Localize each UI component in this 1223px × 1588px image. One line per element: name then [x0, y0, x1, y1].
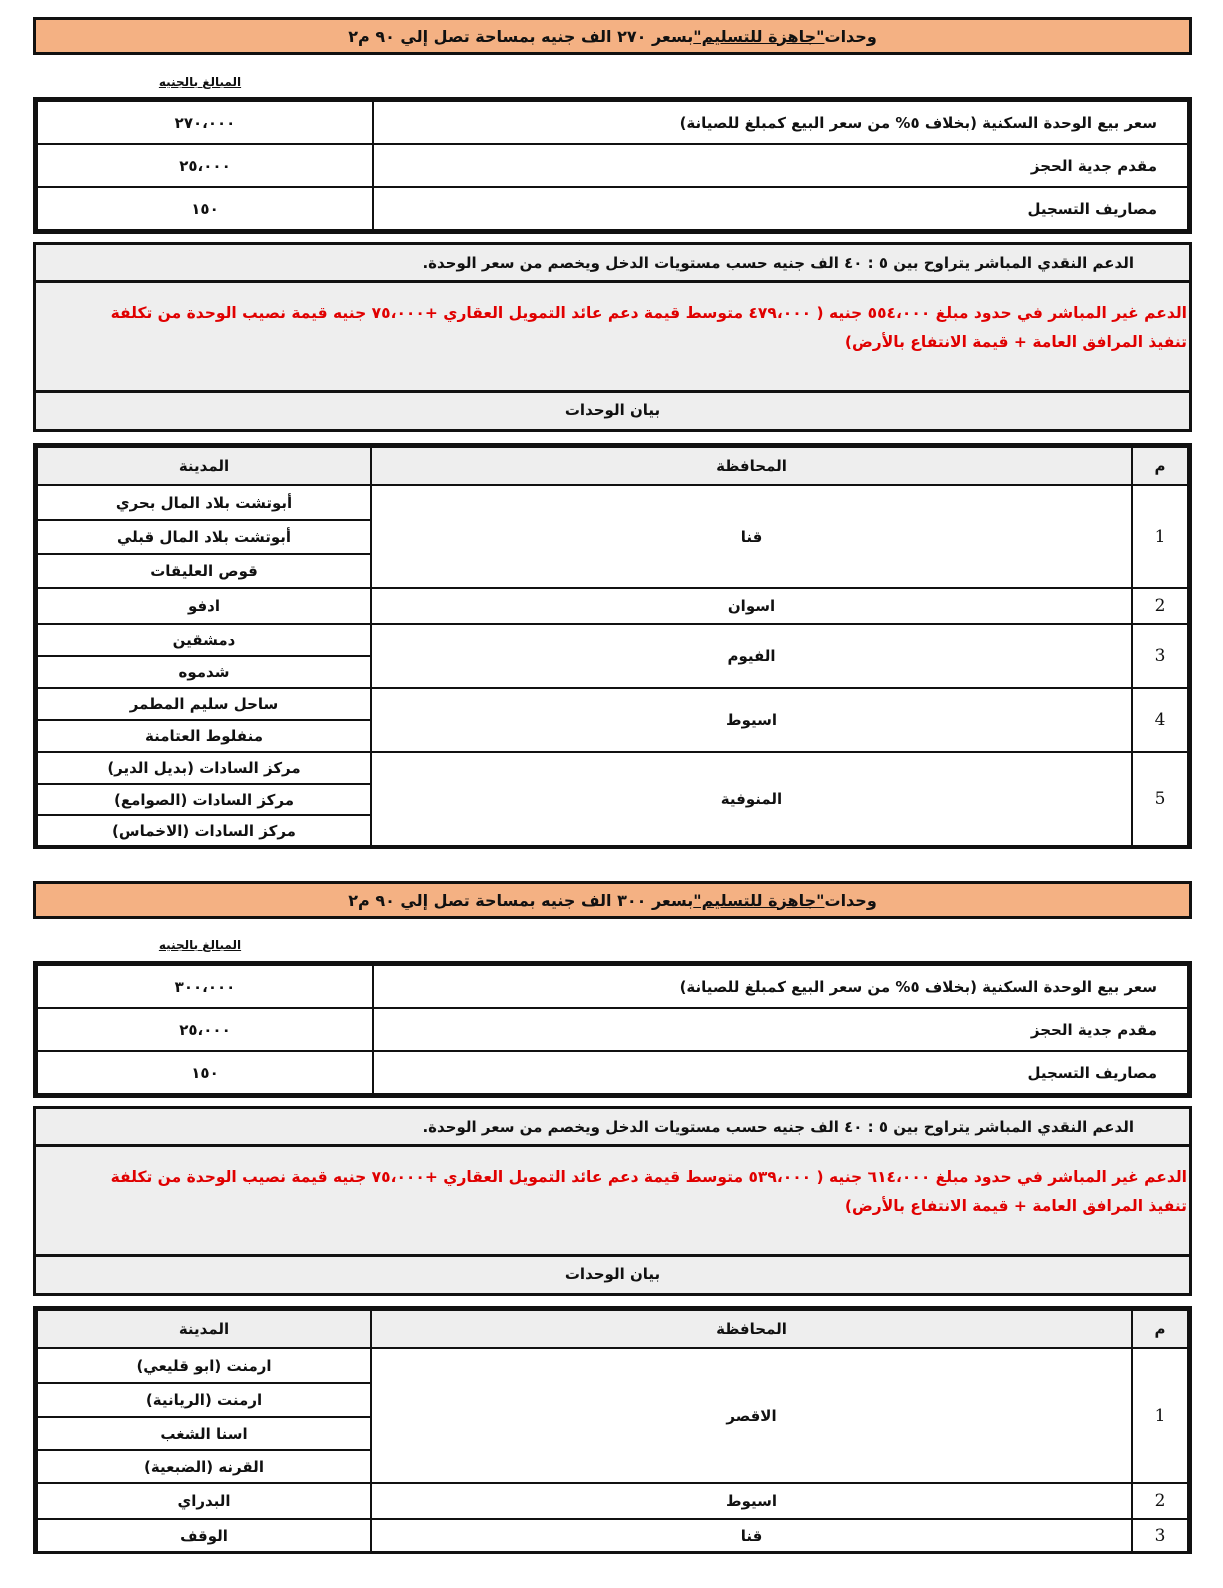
- price-label: مقدم جدية الحجز: [373, 144, 1188, 187]
- price-row: [37, 144, 1188, 187]
- units-title: بيان الوحدات: [564, 1265, 661, 1283]
- city-cell: أبوتشت بلاد المال قبلي: [37, 520, 371, 554]
- price-row: [37, 187, 1188, 230]
- title-suffix: بسعر ٣٠٠ الف جنيه بمساحة تصل إلي ٩٠ م٢: [348, 890, 694, 910]
- city-cell: مركز السادات (الصوامع): [37, 784, 371, 815]
- header-num: م: [1132, 1310, 1188, 1348]
- price-value: ١٥٠: [37, 187, 373, 230]
- price-label: سعر بيع الوحدة السكنية (بخلاف ٥% من سعر البيع كمبلغ للصيانة): [373, 101, 1188, 144]
- price-label: سعر بيع الوحدة السكنية (بخلاف ٥% من سعر البيع كمبلغ للصيانة): [373, 965, 1188, 1008]
- table-row: [37, 485, 1188, 520]
- price-value: ٢٧٠،٠٠٠: [37, 101, 373, 144]
- title-suffix: بسعر ٢٧٠ الف جنيه بمساحة تصل إلي ٩٠ م٢: [348, 26, 694, 46]
- price-row: [37, 965, 1188, 1008]
- price-label: مصاريف التسجيل: [373, 187, 1188, 230]
- city-cell: ارمنت (ابو قليعي): [37, 1348, 371, 1383]
- indirect-support-text: الدعم غير المباشر في حدود مبلغ ٥٥٤،٠٠٠ جنيه ( ٤٧٩،٠٠٠ متوسط قيمة دعم عائد التمويل العقاري +٧٥،٠٠٠ جنيه قيمة نصيب الوحدة من تكلفة تنفيذ المرافق العامة + قيمة الانتفاع بالأرض): [36, 283, 1189, 393]
- city-cell: أبوتشت بلاد المال بحري: [37, 485, 371, 520]
- price-value: ٢٥،٠٠٠: [37, 144, 373, 187]
- header-city: المدينة: [37, 1310, 371, 1348]
- header-gov: المحافظة: [371, 1310, 1132, 1348]
- units-table: [33, 1306, 1192, 1554]
- table-row: [37, 1519, 1188, 1552]
- gov-cell: قنا: [371, 1519, 1132, 1552]
- section-title: [33, 881, 1192, 919]
- currency-note: المبالغ بالجنيه: [158, 75, 242, 89]
- section-title: [33, 17, 1192, 55]
- title-prefix: وحدات: [824, 890, 877, 910]
- city-cell: قوص العليقات: [37, 554, 371, 588]
- price-table: [33, 97, 1192, 234]
- city-cell: الوقف: [37, 1519, 371, 1552]
- row-num: 3: [1132, 1519, 1188, 1552]
- city-cell: اسنا الشغب: [37, 1417, 371, 1450]
- row-num: 2: [1132, 1483, 1188, 1519]
- row-num: 2: [1132, 588, 1188, 624]
- table-row: [37, 624, 1188, 656]
- indirect-support-text: الدعم غير المباشر في حدود مبلغ ٦١٤،٠٠٠ جنيه ( ٥٣٩،٠٠٠ متوسط قيمة دعم عائد التمويل العقاري +٧٥،٠٠٠ جنيه قيمة نصيب الوحدة من تكلفة تنفيذ المرافق العامة + قيمة الانتفاع بالأرض): [36, 1147, 1189, 1257]
- table-row: [37, 752, 1188, 784]
- city-cell: ادفو: [37, 588, 371, 624]
- price-value: ٣٠٠،٠٠٠: [37, 965, 373, 1008]
- support-box: [33, 1106, 1192, 1296]
- units-title: بيان الوحدات: [564, 401, 661, 419]
- gov-cell: اسوان: [371, 588, 1132, 624]
- price-label: مصاريف التسجيل: [373, 1051, 1188, 1094]
- header-gov: المحافظة: [371, 447, 1132, 485]
- price-row: [37, 101, 1188, 144]
- direct-support-text: الدعم النقدي المباشر يتراوح بين ٥ : ٤٠ الف جنيه حسب مستويات الدخل ويخصم من سعر الوحدة.: [36, 245, 1189, 283]
- gov-cell: اسيوط: [371, 1483, 1132, 1519]
- city-cell: ارمنت (الريانية): [37, 1383, 371, 1417]
- gov-cell: الفيوم: [371, 624, 1132, 688]
- currency-note: المبالغ بالجنيه: [158, 938, 242, 952]
- row-num: 1: [1132, 1348, 1188, 1483]
- price-row: [37, 1008, 1188, 1051]
- city-cell: شدموه: [37, 656, 371, 688]
- title-prefix: وحدات: [824, 26, 877, 46]
- row-num: 3: [1132, 624, 1188, 688]
- units-table: [33, 443, 1192, 849]
- table-row: [37, 1348, 1188, 1383]
- city-cell: القرنه (الضبعية): [37, 1450, 371, 1483]
- title-underlined: "جاهزة للتسليم": [693, 26, 825, 46]
- city-cell: مركز السادات (بديل الدير): [37, 752, 371, 784]
- table-row: [37, 588, 1188, 624]
- city-cell: دمشقين: [37, 624, 371, 656]
- row-num: 4: [1132, 688, 1188, 752]
- table-row: [37, 1483, 1188, 1519]
- gov-cell: المنوفية: [371, 752, 1132, 846]
- gov-cell: الاقصر: [371, 1348, 1132, 1483]
- header-city: المدينة: [37, 447, 371, 485]
- table-row: [37, 688, 1188, 720]
- units-header-row: [37, 447, 1188, 485]
- gov-cell: قنا: [371, 485, 1132, 588]
- header-num: م: [1132, 447, 1188, 485]
- gov-cell: اسيوط: [371, 688, 1132, 752]
- city-cell: مركز السادات (الاخماس): [37, 815, 371, 846]
- units-header-row: [37, 1310, 1188, 1348]
- row-num: 1: [1132, 485, 1188, 588]
- price-label: مقدم جدية الحجز: [373, 1008, 1188, 1051]
- price-value: ١٥٠: [37, 1051, 373, 1094]
- price-table: [33, 961, 1192, 1098]
- direct-support-text: الدعم النقدي المباشر يتراوح بين ٥ : ٤٠ الف جنيه حسب مستويات الدخل ويخصم من سعر الوحدة.: [36, 1109, 1189, 1147]
- city-cell: منفلوط العتامنة: [37, 720, 371, 752]
- price-row: [37, 1051, 1188, 1094]
- price-value: ٢٥،٠٠٠: [37, 1008, 373, 1051]
- title-underlined: "جاهزة للتسليم": [693, 890, 825, 910]
- support-box: [33, 242, 1192, 432]
- city-cell: البدراي: [37, 1483, 371, 1519]
- row-num: 5: [1132, 752, 1188, 846]
- city-cell: ساحل سليم المطمر: [37, 688, 371, 720]
